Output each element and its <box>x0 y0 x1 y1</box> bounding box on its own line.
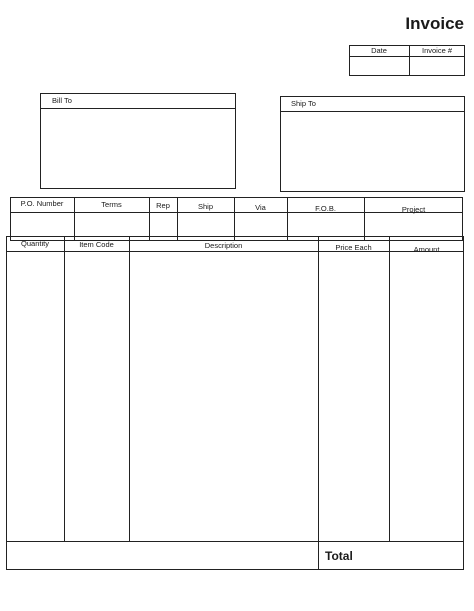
ship-to-label: Ship To <box>291 99 316 108</box>
amount-header: Amount <box>413 245 440 254</box>
date-label: Date <box>371 46 387 55</box>
terms-label: Terms <box>101 200 122 209</box>
rep-label: Rep <box>156 201 170 210</box>
via-label: Via <box>255 203 266 212</box>
price-each-header: Price Each <box>335 243 372 252</box>
total-label: Total <box>325 549 353 563</box>
total-amount-field[interactable] <box>370 543 462 568</box>
ship-label: Ship <box>197 202 213 211</box>
invoice-number-label: Invoice # <box>421 46 453 55</box>
invoice-number-field[interactable] <box>410 57 464 75</box>
date-field[interactable] <box>350 57 408 75</box>
item-code-header: Item Code <box>79 240 114 249</box>
fob-label: F.O.B. <box>315 204 336 213</box>
po-number-label: P.O. Number <box>20 199 64 208</box>
ship-to-field[interactable] <box>281 112 464 191</box>
invoice-title: Invoice <box>405 14 464 33</box>
quantity-header: Quantity <box>21 239 49 248</box>
line-items-table <box>6 236 464 570</box>
bill-to-field[interactable] <box>41 109 235 188</box>
bill-to-label: Bill To <box>52 96 72 105</box>
project-label: Project <box>401 205 426 214</box>
description-header: Description <box>204 241 243 250</box>
